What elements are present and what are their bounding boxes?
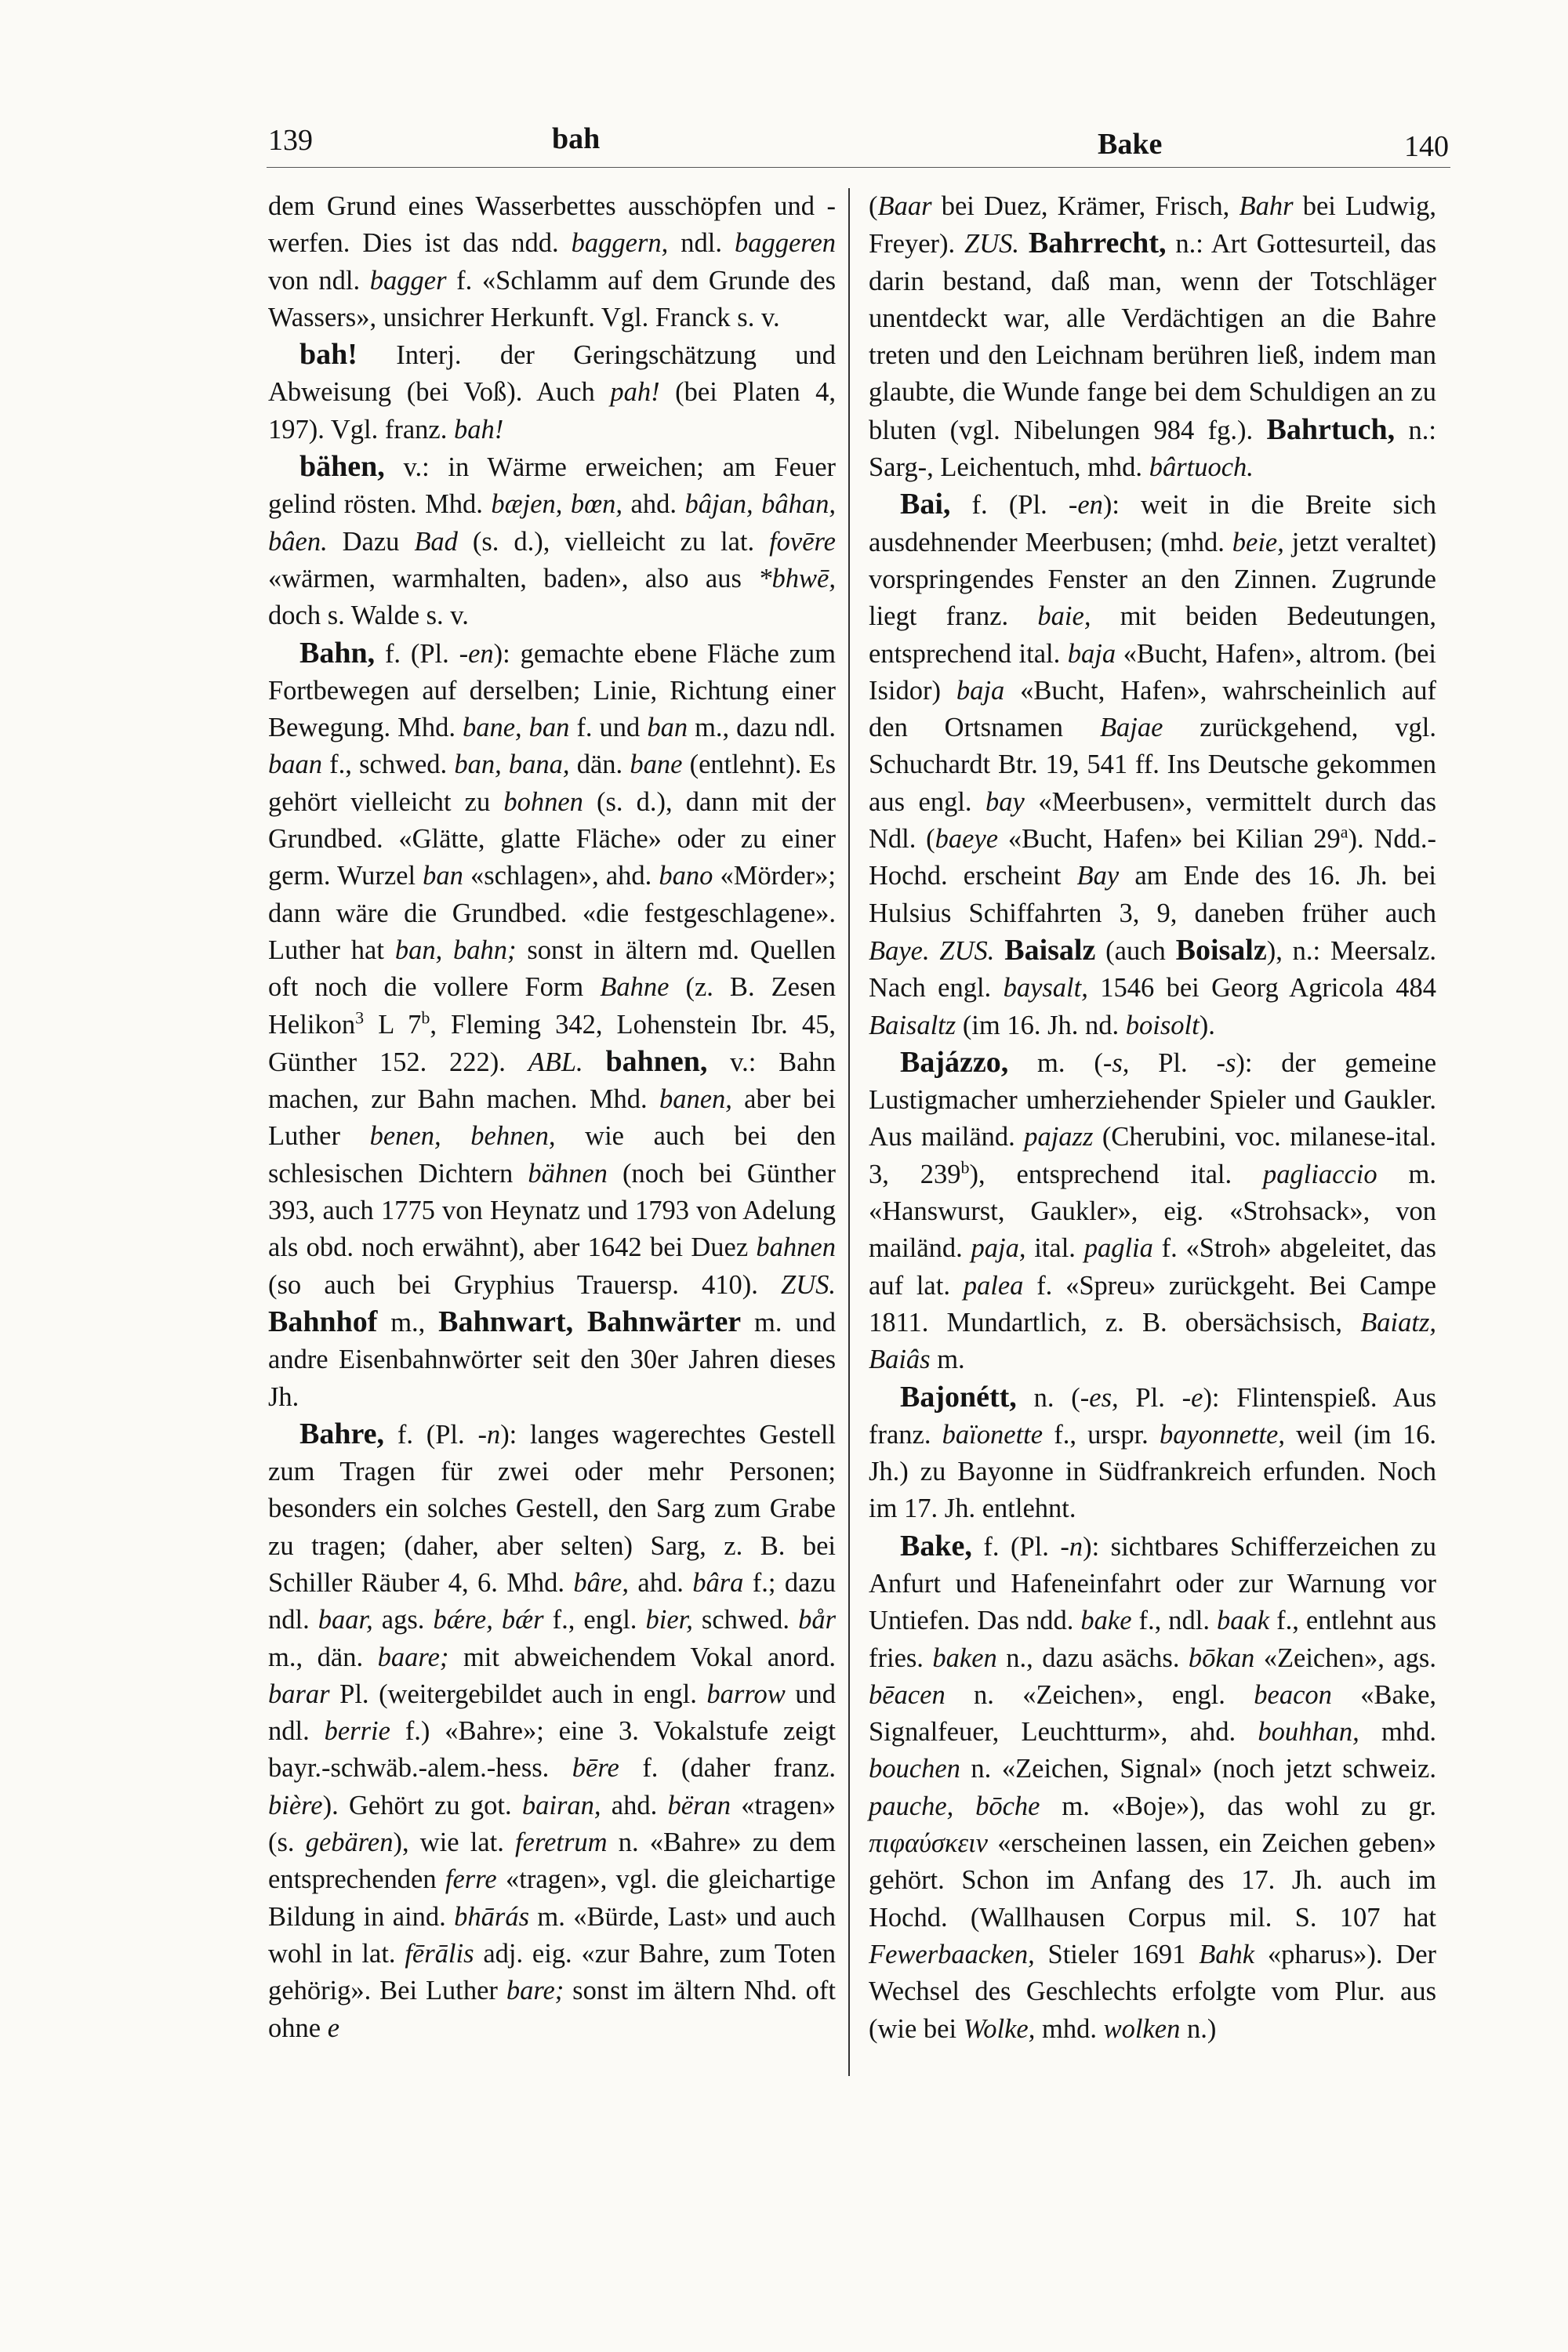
italic-text: bane, ban	[462, 713, 570, 743]
text-run: «Bucht, Hafen» bei Kilian 29	[998, 824, 1341, 855]
italic-text: baie,	[1037, 601, 1091, 632]
entry-bah	[268, 336, 836, 448]
text-run: (entlehnt). Es gehört vielleicht zu	[268, 750, 837, 817]
italic-text: bayonnette,	[1160, 1419, 1285, 1450]
italic-text: bairan,	[521, 1790, 601, 1820]
italic-text: ferre	[445, 1864, 497, 1895]
text-run: ahd.	[622, 489, 685, 520]
text-run: f. (Pl.	[971, 1531, 1061, 1562]
italic-text: wolken	[1103, 2013, 1181, 2044]
italic-text: Bahk	[1199, 1939, 1255, 1969]
headword: bah!	[299, 338, 358, 372]
headword: Bake,	[900, 1529, 972, 1563]
italic-text: bâra	[692, 1567, 744, 1598]
text-run: f. (Pl.	[375, 638, 459, 669]
text-run: f. (Pl.	[384, 1419, 478, 1450]
text-run: dem Grund eines Wasserbettes ausschöpfen und -werfen. Dies ist das ndd.	[268, 191, 836, 259]
italic-text: -es,	[1080, 1382, 1119, 1413]
italic-text: bière	[268, 1790, 323, 1820]
italic-text: bohnen	[503, 786, 583, 817]
entry-bai	[869, 486, 1436, 1044]
italic-text: baïonette	[942, 1419, 1044, 1450]
superscript: a	[1340, 822, 1348, 842]
italic-text: ZUS.	[939, 935, 995, 966]
italic-text: ABL.	[528, 1047, 583, 1077]
italic-text: bano	[659, 861, 713, 891]
text-run: (s. d.), dann mit der Grundbed. «Glätte, glatte Fläche» oder zu einer germ. Wurzel	[268, 786, 836, 891]
text-run: (im 16. Jh. nd.	[956, 1010, 1126, 1040]
italic-text: -n	[477, 1419, 501, 1450]
italic-text: bare;	[506, 1976, 564, 2006]
header-rule	[267, 167, 1450, 168]
entry-baggern-continued	[268, 188, 836, 336]
text-run: ags.	[372, 1605, 434, 1635]
text-run: «Meerbusen», vermittelt durch das Ndl. (	[869, 786, 1436, 855]
text-run: m. «Boje»), das wohl zu gr.	[1040, 1791, 1436, 1821]
right-page-number: 140	[1404, 130, 1449, 163]
italic-text: feretrum	[515, 1828, 608, 1858]
italic-text: Baiatz, Baiâs	[869, 1307, 1436, 1375]
text-run: «wärmen, warmhalten, baden», also aus	[268, 563, 759, 593]
text-run: n.)	[1180, 2013, 1217, 2044]
entry-bajazzo	[869, 1044, 1436, 1379]
italic-text: Fewerbaacken,	[869, 1939, 1035, 1969]
text-run: n., dazu asächs.	[996, 1642, 1189, 1673]
italic-text: -n	[1060, 1531, 1083, 1562]
text-run: mit abweichendem Vokal anord.	[448, 1642, 836, 1672]
text-run: «tragen» (s.	[268, 1790, 836, 1858]
text-run: n. «Zeichen, Signal» (noch jetzt schweiz.	[960, 1754, 1436, 1784]
text-run: ndl.	[668, 228, 735, 259]
text-run: f., ndl.	[1131, 1606, 1218, 1636]
text-run: (noch bei Günther 393, auch 1775 von Heynatz und 1793 von Adelung als obd. noch erwähnt), aber 1642 bei Duez	[268, 1158, 836, 1263]
italic-text: baggern,	[571, 228, 669, 259]
text-run: m. «Bürde, Last» und auch wohl in lat.	[268, 1901, 836, 1969]
text-run: sonst im ältern Nhd. oft ohne	[268, 1976, 836, 2043]
text-run: «Bucht, Hafen», altrom. (bei Isidor)	[869, 638, 1436, 706]
italic-text: barrow	[706, 1679, 786, 1709]
text-run: «Bucht, Hafen», wahrscheinlich auf den Ortsnamen	[869, 675, 1437, 743]
text-run: f. und	[569, 713, 648, 743]
italic-text: bâjan, bâhan, bâen.	[268, 489, 836, 557]
text-run: (auch	[1095, 935, 1176, 966]
text-run: v.: Bahn machen, zur Bahn machen. Mhd.	[268, 1047, 836, 1115]
italic-text: bagger	[369, 265, 447, 296]
italic-text: Baye.	[869, 935, 930, 966]
text-run: ), wie lat.	[393, 1828, 516, 1858]
entry-baehen	[268, 448, 836, 634]
text-run: f. (Pl.	[950, 490, 1069, 521]
text-run: «Zeichen», ags.	[1254, 1642, 1436, 1673]
text-run: «schlagen», ahd.	[463, 861, 659, 891]
text-run: (	[869, 191, 878, 221]
text-run: und ndl.	[268, 1679, 836, 1747]
text-run: n. «Zeichen», engl.	[945, 1679, 1254, 1710]
italic-text: baak	[1217, 1606, 1270, 1636]
text-run: mit beiden Bedeutungen, entsprechend ital.	[869, 601, 1436, 669]
text-run: ), entsprechend ital.	[969, 1159, 1263, 1189]
superscript: b	[421, 1007, 430, 1028]
text-run: Interj. der Geringschätzung und Abweisung (bei Voß). Auch	[268, 340, 836, 408]
italic-text: gebären	[305, 1828, 394, 1858]
text-run: adj. eig. «zur Bahre, zum Toten gehörig». Bei Luther	[268, 1938, 836, 2006]
entry-bahre-continued	[869, 188, 1436, 486]
text-run: mhd.	[1359, 1717, 1436, 1748]
column-divider	[848, 188, 850, 2076]
text-run: f., entlehnt aus fries.	[869, 1606, 1437, 1673]
italic-text: baja	[956, 675, 1005, 706]
text-run: von ndl.	[268, 265, 370, 296]
text-run: dän.	[569, 750, 630, 780]
italic-text: bay	[985, 786, 1025, 817]
italic-text: bâre,	[573, 1567, 629, 1598]
italic-text: pajazz	[1024, 1122, 1094, 1152]
entry-bake	[869, 1528, 1436, 2048]
italic-text: pagliaccio	[1263, 1159, 1377, 1189]
italic-text: Baisaltz	[869, 1010, 956, 1040]
text-run: «erscheinen lassen, ein Zeichen geben» gehört. Schon im Anfang des 17. Jh. auch im Hochd. (Wallhausen Corpus mil. S. 107 hat	[869, 1828, 1436, 1933]
italic-text: bhārás	[454, 1901, 529, 1932]
text-run: bei Ludwig, Freyer).	[869, 191, 1436, 260]
italic-text: bëran	[667, 1790, 731, 1820]
text-run: f. «Spreu» zurückgeht. Bei Campe 1811. Mundartlich, z. B. obersächsisch,	[869, 1270, 1436, 1338]
text-run: sonst in ältern md. Quellen oft noch die vollere Form	[268, 935, 836, 1003]
italic-text: bouhhan,	[1258, 1717, 1359, 1748]
italic-text: fērālis	[405, 1938, 474, 1969]
italic-text: paglia	[1083, 1233, 1153, 1264]
text-run: n.: Sarg-, Leichentuch, mhd.	[869, 415, 1436, 483]
italic-text: benen, behnen,	[369, 1121, 556, 1152]
italic-text: -s,	[1102, 1047, 1130, 1078]
italic-text: ban	[423, 861, 463, 891]
text-run: ): sichtbares Schifferzeichen zu Anfurt und Hafeneinfahrt oder zur Warnung vor Untiefen. Das ndd.	[869, 1531, 1436, 1636]
headword: Boisalz	[1175, 933, 1267, 967]
italic-text: baar,	[318, 1605, 373, 1635]
italic-text: ZUS.	[964, 229, 1020, 260]
text-run: L 7	[364, 1009, 422, 1040]
right-column	[869, 188, 1436, 2048]
text-run: , Fleming 342, Lohenstein Ibr. 45, Günther 152. 222).	[268, 1009, 836, 1077]
text-run: weil (im 16. Jh.) zu Bayonne in Südfrankreich erfunden. Noch im 17. Jh. entlehnt.	[869, 1419, 1436, 1524]
italic-text: bouchen	[869, 1754, 960, 1784]
text-run: «Mörder»; dann wäre die Grundbed. «die festgeschlagene». Luther hat	[268, 861, 836, 965]
italic-text: baken	[932, 1642, 997, 1673]
italic-text: baeye	[935, 824, 999, 855]
text-run: ital.	[1025, 1233, 1084, 1264]
italic-text: banen,	[659, 1084, 732, 1115]
headword: Bahnwart, Bahnwärter	[438, 1305, 742, 1338]
italic-text: baare;	[377, 1642, 449, 1672]
text-run: Dazu	[327, 526, 415, 557]
headword: Baisalz	[1004, 933, 1096, 967]
text-run	[994, 936, 1004, 966]
italic-text: Bahr	[1239, 191, 1294, 221]
italic-text: ban, bahn;	[394, 935, 517, 965]
text-run: (s. d.), vielleicht zu lat.	[457, 526, 770, 557]
headword: Bai,	[900, 488, 951, 521]
italic-text: bōkan	[1188, 1642, 1255, 1673]
text-run: ). Ndd.-Hochd. erscheint	[869, 824, 1436, 891]
headword: bähen,	[299, 450, 385, 484]
headword: Bahrrecht,	[1028, 227, 1167, 260]
headword: Bajázzo,	[900, 1045, 1009, 1079]
italic-text: bahnen	[756, 1232, 836, 1263]
text-run: m., dän.	[268, 1642, 378, 1672]
italic-text: bēacen	[869, 1679, 946, 1710]
text-run: f. (daher franz.	[619, 1753, 836, 1784]
text-run: f., schwed.	[322, 750, 455, 780]
text-run: (so auch bei Gryphius Trauersp. 410).	[268, 1269, 782, 1300]
text-run: m., dazu ndl.	[688, 713, 836, 743]
italic-text: pah!	[610, 377, 660, 408]
italic-text: pauche, bōche	[869, 1791, 1040, 1821]
text-run: Stieler 1691	[1034, 1939, 1200, 1969]
italic-text: bähnen	[528, 1158, 608, 1189]
italic-text: ZUS.	[781, 1269, 836, 1300]
italic-text: ban	[647, 713, 688, 743]
text-run: f.) «Bahre»; eine 3. Vokalstufe zeigt bayr.-schwäb.-alem.-hess.	[268, 1716, 837, 1784]
text-run: n.: Art Gottesurteil, das darin bestand, daß man, wenn der Totschläger unentdeckt war, alle Verdächtigen an die Bahre treten und den Leichnam berühren ließ, indem man glaubte, die Wunde fange bei dem Schuldigen an zu bluten (vgl. Nibelungen 984 fg.).	[869, 229, 1437, 445]
left-guide-word: bah	[552, 122, 601, 155]
text-run: (Cherubini, voc. milanese-ital. 3, 239	[869, 1122, 1436, 1189]
italic-text: beacon	[1254, 1679, 1332, 1710]
text-run: 1546 bei Georg Agricola 484	[1087, 973, 1436, 1004]
headword: Bahre,	[299, 1417, 385, 1450]
text-run: Pl.	[1129, 1047, 1217, 1078]
headword: Bahn,	[299, 636, 376, 670]
text-run: ): weit in die Breite sich ausdehnender Meerbusen; (mhd.	[869, 490, 1436, 557]
text-run: n. «Bahre» zu dem entsprechenden	[268, 1828, 836, 1895]
italic-text: ban, bana,	[454, 750, 570, 780]
italic-text: bæjen, bœn,	[491, 489, 623, 520]
italic-text: *bhwē,	[758, 563, 836, 593]
italic-text: baan	[268, 750, 322, 780]
italic-text: πιφαύσκειν	[869, 1828, 988, 1859]
text-run: mhd.	[1035, 2013, 1104, 2044]
italic-text: berrie	[324, 1716, 390, 1747]
right-guide-word: Bake	[1098, 128, 1163, 161]
italic-text: boisolt	[1125, 1010, 1200, 1040]
text-run: f., engl.	[543, 1605, 646, 1635]
italic-text: -en	[1068, 490, 1103, 521]
italic-text: -en	[459, 638, 494, 669]
text-run: ahd.	[629, 1567, 693, 1598]
text-run: (z. B. Zesen Helikon	[268, 972, 836, 1040]
text-run: wie auch bei den schlesischen Dichtern	[268, 1121, 836, 1189]
text-run: (bei Platen 4, 197). Vgl. franz.	[268, 377, 837, 445]
text-run: ): der gemeine Lustigmacher umherziehender Spieler und Gaukler. Aus mailänd.	[869, 1047, 1437, 1152]
text-run: Pl.	[1118, 1382, 1182, 1413]
italic-text: baysalt,	[1003, 973, 1088, 1004]
left-column	[268, 188, 836, 2047]
text-run: ahd.	[601, 1790, 668, 1820]
text-run: ): Flintenspieß. Aus franz.	[869, 1382, 1436, 1450]
italic-text: -s	[1216, 1047, 1236, 1078]
italic-text: bane	[630, 750, 683, 780]
text-run: f. «Schlamm auf dem Grunde des Wassers», unsichrer Herkunft. Vgl. Franck s. v.	[268, 265, 836, 332]
italic-text: bǽre, bǽr	[433, 1605, 544, 1635]
italic-text: bår	[798, 1605, 836, 1635]
headword: bahnen,	[605, 1044, 708, 1078]
text-run: jetzt veraltet) vorspringendes Fenster an den Zinnen. Zugrunde liegt franz.	[869, 527, 1436, 632]
headword: Bahnhof	[268, 1305, 378, 1338]
headword: Bahrtuch,	[1266, 412, 1396, 446]
text-run: aber bei Luther	[268, 1084, 836, 1152]
text-run	[930, 936, 940, 966]
italic-text: bier,	[645, 1605, 693, 1635]
text-run: «pharus»). Der Wechsel des Geschlechts erfolgte vom Plur. aus (wie bei	[869, 1939, 1436, 2044]
text-run: ), n.: Meersalz. Nach engl.	[869, 935, 1437, 1004]
entry-bajonett	[869, 1379, 1436, 1528]
italic-text: fovēre	[769, 526, 836, 557]
italic-text: bake	[1080, 1606, 1132, 1636]
text-run: m. (	[1008, 1047, 1103, 1078]
text-run: f. «Stroh» abgeleitet, das auf lat.	[869, 1233, 1436, 1301]
text-run: ): gemachte ebene Fläche zum Fortbewegen auf derselben; Linie, Richtung einer Bewegung. Mhd.	[268, 638, 837, 743]
text-run: f., urspr.	[1043, 1419, 1160, 1450]
text-run: bei Duez, Krämer, Frisch,	[931, 191, 1240, 221]
entry-bahn	[268, 635, 836, 1416]
text-run	[1019, 229, 1029, 259]
italic-text: baja	[1067, 638, 1116, 669]
italic-text: Bay	[1076, 861, 1120, 891]
superscript: 3	[355, 1007, 365, 1028]
text-run: doch s. Walde s. v.	[268, 601, 469, 631]
text-run: ): langes wagerechtes Gestell zum Tragen für zwei oder mehr Personen; besonders ein solches Gestell, den Sarg zum Grabe zu tragen; (daher, aber selten) Sarg, z. B. bei Schiller Räuber 4, 6. Mhd.	[268, 1419, 836, 1598]
italic-text: Bad	[414, 526, 458, 557]
italic-text: barar	[268, 1679, 330, 1709]
text-run: m. und andre Eisenbahnwörter seit den 30er Jahren dieses Jh.	[268, 1307, 837, 1412]
text-run: schwed.	[692, 1605, 799, 1635]
italic-text: palea	[963, 1270, 1024, 1301]
text-run: n. (	[1016, 1382, 1080, 1413]
left-page-number: 139	[268, 124, 313, 157]
superscript: b	[960, 1157, 970, 1178]
text-run: m.,	[377, 1307, 439, 1338]
italic-text: baggeren	[734, 228, 837, 259]
text-run: m.	[930, 1345, 965, 1375]
italic-text: Bajae	[1099, 713, 1163, 743]
italic-text: bēre	[572, 1753, 619, 1784]
italic-text: Wolke,	[963, 2013, 1036, 2044]
italic-text: Baar	[877, 191, 932, 221]
text-run: ).	[1199, 1010, 1215, 1040]
italic-text: bah!	[453, 414, 504, 445]
italic-text: -e	[1181, 1382, 1203, 1413]
text-run: m. «Hanswurst, Gaukler», eig. «Strohsack», von mailänd.	[869, 1159, 1436, 1264]
text-run: zurückgehend, vgl. Schuchardt Btr. 19, 541 ff. Ins Deutsche gekommen aus engl.	[869, 713, 1436, 817]
italic-text: beie,	[1232, 527, 1284, 557]
text-run: v.: in Wärme erweichen; am Feuer gelind rösten. Mhd.	[268, 452, 836, 520]
italic-text: bârtuoch.	[1149, 452, 1254, 483]
headword: Bajonétt,	[900, 1380, 1017, 1414]
text-run: «Bake, Signalfeuer, Leuchtturm», ahd.	[869, 1679, 1437, 1748]
italic-text: e	[327, 2013, 340, 2043]
text-run: am Ende des 16. Jh. bei Hulsius Schiffahrten 3, 9, daneben früher auch	[869, 861, 1436, 928]
italic-text: paja,	[971, 1233, 1026, 1264]
text-run: ). Gehört zu got.	[322, 1790, 522, 1820]
italic-text: Bahne	[600, 972, 670, 1003]
entry-bahre	[268, 1416, 836, 2047]
text-run: «tragen», vgl. die gleichartige Bildung in aind.	[268, 1864, 836, 1932]
text-run	[583, 1047, 606, 1077]
text-run: f.; dazu ndl.	[268, 1567, 836, 1635]
text-run: Pl. (weitergebildet auch in engl.	[329, 1679, 707, 1709]
